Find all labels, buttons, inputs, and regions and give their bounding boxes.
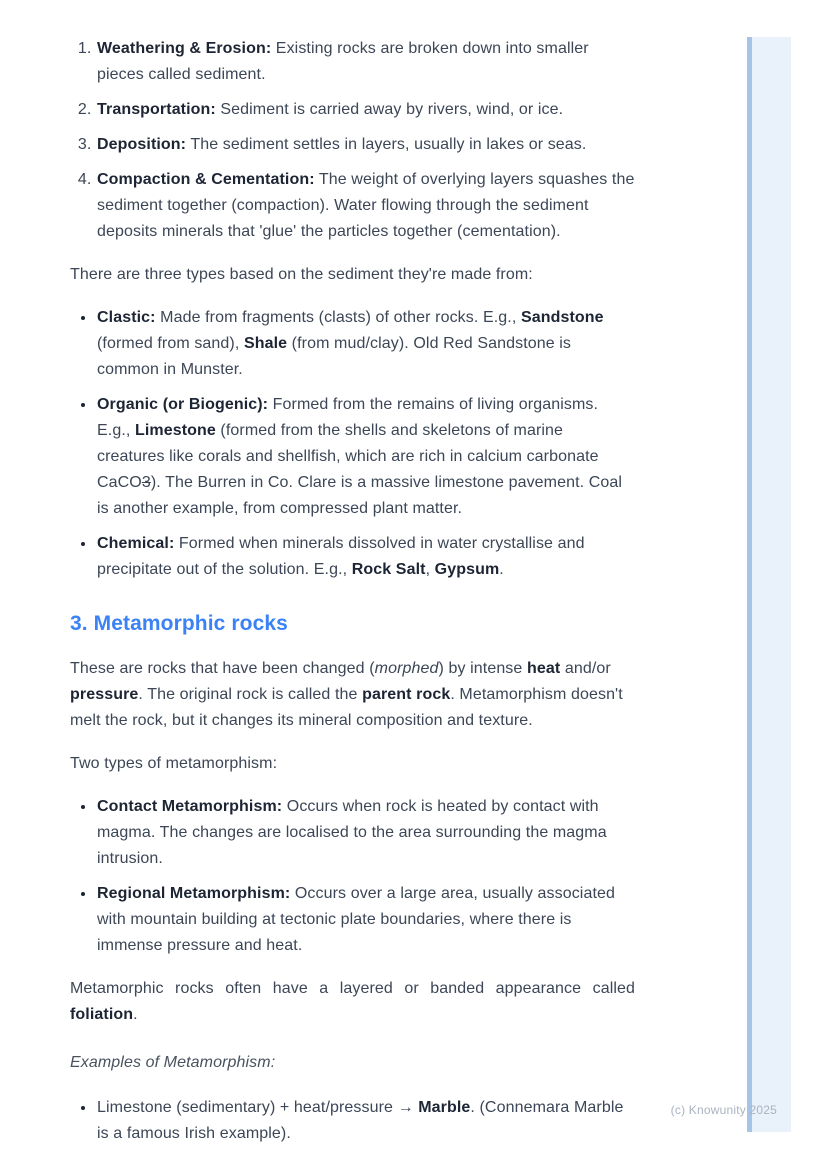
document-content: [70, 36, 635, 1164]
list-item-deposition: 3. Deposition: The sediment settles in layers, usually in lakes or seas.: [96, 132, 635, 158]
list-item-transportation: 2. Transportation: Sediment is carried away by rivers, wind, or ice.: [96, 97, 635, 123]
list-item-compaction-cementation: 4. Compaction & Cementation: The weight of overlying layers squashes the sediment together (compaction). Water flowing through the sediment deposits minerals that 'glue' the particles together (cementation).: [96, 167, 635, 245]
sedimentary-process-list: [70, 36, 635, 245]
footer-credit: (c) Knowunity 2025: [670, 1103, 777, 1117]
list-item-clastic: • Clastic: Made from fragments (clasts) of other rocks. E.g., Sandstone (formed from sand), Shale (from mud/clay). Old Red Sandstone is common in Munster.: [96, 305, 635, 383]
metamorphism-examples-label: Examples of Metamorphism:: [70, 1054, 276, 1071]
page-edge-strip: [747, 37, 791, 1132]
metamorphism-two-types-label: Two types of metamorphism:: [70, 755, 278, 772]
metamorphism-examples-list: [70, 1095, 635, 1147]
sedimentary-types-intro: There are three types based on the sediment they're made from:: [70, 266, 533, 283]
list-item-weathering-erosion: 1. Weathering & Erosion: Existing rocks are broken down into smaller pieces called sediment.: [96, 36, 635, 88]
foliation-paragraph: Metamorphic rocks often have a layered or banded appearance called foliation.: [70, 980, 635, 1023]
list-item-chemical: • Chemical: Formed when minerals dissolved in water crystallise and precipitate out of the solution. E.g., Rock Salt, Gypsum.: [96, 531, 635, 583]
section-heading-metamorphic-rocks: 3. Metamorphic rocks: [70, 612, 288, 635]
metamorphic-intro-paragraph: These are rocks that have been changed (morphed) by intense heat and/or pressure. The original rock is called the parent rock. Metamorphism doesn't melt the rock, but it changes its mineral composition and texture.: [70, 660, 623, 729]
metamorphism-types-list: [70, 794, 635, 959]
list-item-limestone-to-marble: • Limestone (sedimentary) + heat/pressure → Marble. (Connemara Marble is a famous Irish example).: [96, 1095, 635, 1147]
sedimentary-types-list: [70, 305, 635, 583]
list-item-organic: • Organic (or Biogenic): Formed from the remains of living organisms. E.g., Limestone (formed from the shells and skeletons of marine creatures like corals and shellfish, which are rich in calcium carbonate CaCO3). The Burren in Co. Clare is a massive limestone pavement. Coal is another example, from compressed plant matter.: [96, 392, 635, 522]
list-item-regional-metamorphism: • Regional Metamorphism: Occurs over a large area, usually associated with mountain building at tectonic plate boundaries, where there is immense pressure and heat.: [96, 881, 635, 959]
list-item-contact-metamorphism: • Contact Metamorphism: Occurs when rock is heated by contact with magma. The changes are localised to the area surrounding the magma intrusion.: [96, 794, 635, 872]
